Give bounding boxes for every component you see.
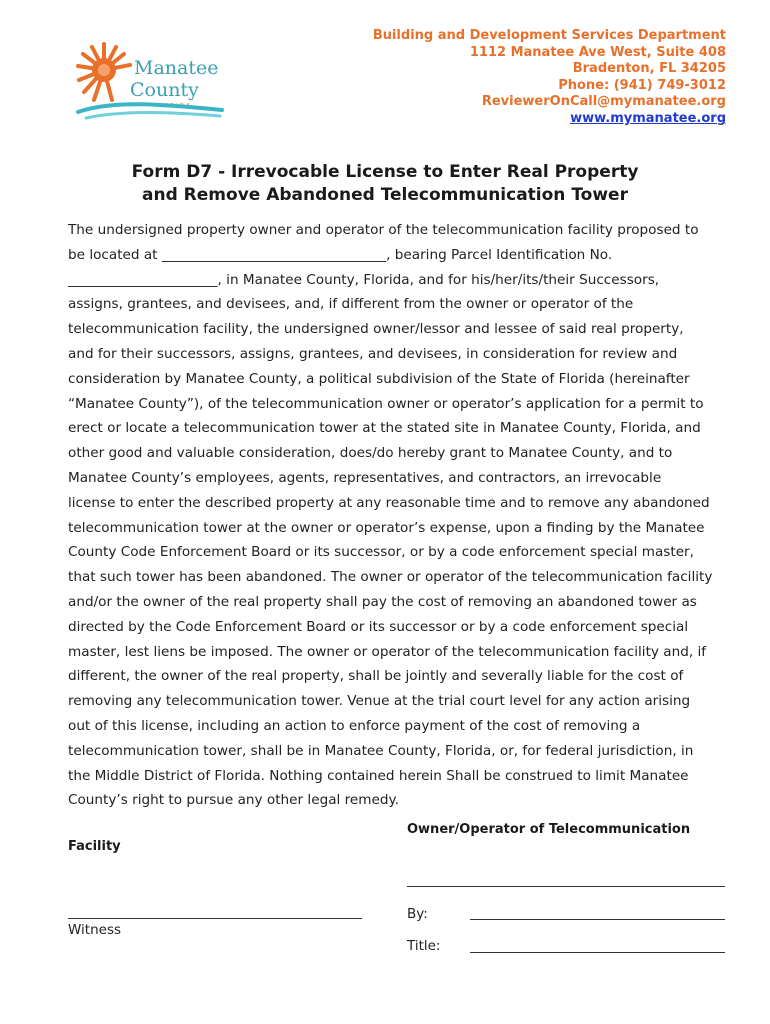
body-line: Manatee County’s employees, agents, representatives, and contractors, an irrevocable (68, 469, 662, 486)
body-line: other good and valuable consideration, does/do hereby grant to Manatee County, and to (68, 445, 673, 462)
wave-icon (78, 104, 222, 118)
body-line: different, the owner of the real property, shall be jointly and severally liable for the cost of (68, 668, 684, 685)
body-line: telecommunication tower at the owner or operator’s expense, upon a finding by the Manatee (68, 519, 705, 536)
body-line: consideration by Manatee County, a political subdivision of the State of Florida (hereinafter (68, 370, 690, 387)
department-phone: Phone: (941) 749-3012 (558, 77, 726, 93)
by-label: By: (407, 906, 428, 922)
body-line: removing any telecommunication tower. Venue at the trial court level for any action arising (68, 693, 691, 710)
body-line: erect or locate a telecommunication tower at the stated site in Manatee County, Florida, and (68, 420, 701, 437)
owner-operator-label: Owner/Operator of Telecommunication (407, 822, 691, 837)
logo-word-1: Manatee (134, 57, 219, 79)
body-line: telecommunication facility, the undersigned owner/lessor and lessee of said real property, (68, 321, 684, 338)
owner-signature-line[interactable] (407, 886, 725, 887)
form-title-line-1: Form D7 - Irrevocable License to Enter Real Property (131, 162, 639, 182)
body-line: license to enter the described property at any reasonable time and to remove any abandoned (68, 494, 710, 511)
body-line: “Manatee County”), of the telecommunication owner or operator’s application for a permit to (68, 395, 704, 412)
title-signature-line[interactable] (470, 952, 725, 953)
witness-label: Witness (68, 922, 122, 938)
body-line: directed by the Code Enforcement Board or its successor or by a code enforcement special (68, 618, 689, 635)
department-contact-block (373, 28, 726, 128)
license-body-text (68, 218, 728, 813)
logo-word-3: FLORIDA (154, 103, 192, 109)
form-title-line-2: and Remove Abandoned Telecommunication Tower (142, 185, 628, 205)
manatee-county-logo (72, 30, 232, 122)
body-line: be located at _________________________________, bearing Parcel Identification No. (68, 246, 613, 263)
body-line: the Middle District of Florida. Nothing contained herein Shall be construed to limit Manatee (68, 767, 689, 784)
by-signature-line[interactable] (470, 919, 725, 920)
department-city: Bradenton, FL 34205 (572, 61, 726, 77)
logo-word-2: County (130, 79, 199, 101)
title-label: Title: (407, 938, 441, 954)
body-line: assigns, grantees, and devisees, and, if different from the owner or operator of the (68, 296, 634, 313)
form-title (0, 161, 770, 207)
sun-icon (78, 44, 130, 100)
body-line: and/or the owner of the real property shall pay the cost of removing an abandoned tower as (68, 593, 697, 610)
body-line: The undersigned property owner and operator of the telecommunication facility proposed to (68, 222, 699, 238)
body-line: master, lest liens be imposed. The owner or operator of the telecommunication facility and, if (68, 643, 707, 660)
body-line: ______________________, in Manatee County, Florida, and for his/her/its/their Successors, (68, 271, 660, 288)
body-line: and for their successors, assigns, grantees, and devisees, in consideration for review and (68, 345, 678, 362)
witness-signature-line[interactable] (68, 918, 362, 919)
facility-label: Facility (68, 839, 121, 854)
department-address: 1112 Manatee Ave West, Suite 408 (469, 44, 726, 60)
body-line: that such tower has been abandoned. The owner or operator of the telecommunication facility (68, 569, 713, 586)
department-website-link[interactable]: www.mymanatee.org (570, 110, 726, 126)
body-line: County’s right to pursue any other legal remedy. (68, 792, 399, 809)
body-line: telecommunication tower, shall be in Manatee County, Florida, or, for federal jurisdiction, in (68, 742, 694, 759)
body-line: County Code Enforcement Board or its successor, or by a code enforcement special master, (68, 544, 694, 561)
body-line: out of this license, including an action to enforce payment of the cost of removing a (68, 717, 641, 734)
department-email[interactable]: ReviewerOnCall@mymanatee.org (481, 94, 726, 110)
department-name: Building and Development Services Department (372, 28, 726, 43)
